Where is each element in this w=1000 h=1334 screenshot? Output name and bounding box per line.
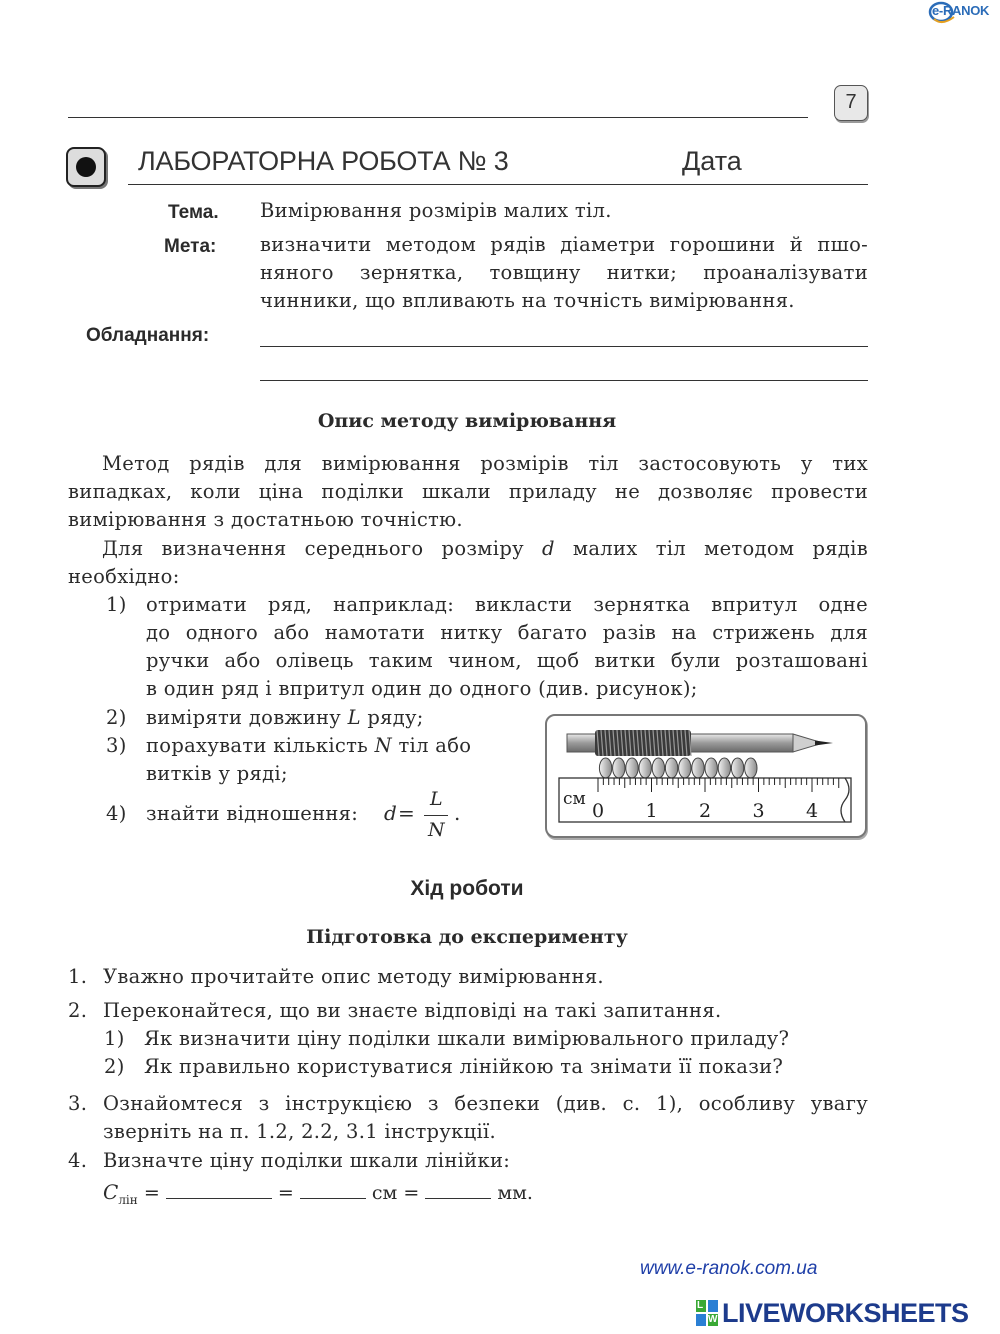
seed xyxy=(665,758,677,778)
step-text: знайти відношення: xyxy=(146,802,359,825)
procedure-item-1 xyxy=(68,963,868,991)
seed xyxy=(679,758,691,778)
seed xyxy=(599,758,611,778)
page-number: 7 xyxy=(845,91,857,113)
answer-blank-1[interactable] xyxy=(166,1180,272,1199)
variable-L: L xyxy=(347,706,361,729)
step-number: 3) xyxy=(106,734,127,757)
watermark-text: LIVEWORKSHEETS xyxy=(722,1298,969,1328)
date-label: Дата xyxy=(682,146,742,176)
figure-illustration xyxy=(547,716,865,836)
seed-row xyxy=(599,758,757,778)
lab-marker-icon xyxy=(66,147,106,187)
item-number: 4. xyxy=(68,1149,88,1172)
step-text: ряду; xyxy=(360,706,424,729)
badge-letter: L xyxy=(697,1300,704,1311)
formula-equals: = xyxy=(143,1182,160,1204)
paragraph-line: випадках, коли ціна поділки шкали приладу не дозволяє провести xyxy=(68,480,868,503)
step-line: отримати ряд, наприклад: викласти зернятка впритул одне xyxy=(146,593,868,616)
step-2 xyxy=(106,704,526,732)
sub-number: 1) xyxy=(104,1027,125,1050)
method-paragraph-2 xyxy=(68,535,868,591)
watermark xyxy=(696,1298,996,1330)
goal-line: визначити методом рядів діаметри горошини й пшо- xyxy=(260,233,868,256)
paragraph-line xyxy=(68,535,868,563)
step-line: витків у ряді; xyxy=(146,762,288,785)
lab-title: ЛАБОРАТОРНА РОБОТА № 3 xyxy=(138,146,509,176)
brand-logo-text: e-RANOK xyxy=(932,3,990,18)
watermark-badge xyxy=(696,1300,720,1326)
step-text: порахувати кількість xyxy=(146,734,375,757)
item-number: 1. xyxy=(68,965,88,988)
goal-line: няного зернятка, товщину нитки; проаналізувати xyxy=(260,261,868,284)
brand-logo xyxy=(928,0,1000,26)
ruler-tick-label: 2 xyxy=(698,800,712,822)
formula-subscript: лін xyxy=(118,1192,138,1207)
goal-line: чинники, що впливають на точність вимірювання. xyxy=(260,289,795,312)
seed xyxy=(692,758,704,778)
item-number: 3. xyxy=(68,1092,88,1115)
step-line: до одного або намотати нитку багато разів на стрижень для xyxy=(146,621,868,644)
item-text: Визначте ціну поділки шкали лінійки: xyxy=(103,1149,511,1172)
pencil-lead xyxy=(815,741,833,746)
formula-period: . xyxy=(454,801,461,825)
thread-coil xyxy=(595,730,691,756)
seed xyxy=(718,758,730,778)
topic-label: Тема. xyxy=(168,202,219,223)
ruler-tick-label: 4 xyxy=(805,800,819,822)
seed xyxy=(613,758,625,778)
formula-equals: = xyxy=(277,1182,294,1204)
formula-equals: = xyxy=(403,1182,420,1204)
seed xyxy=(731,758,743,778)
topic-text: Вимірювання розмірів малих тіл. xyxy=(260,199,612,222)
goal-text xyxy=(260,231,868,315)
ruler-tick-label: 1 xyxy=(645,800,658,822)
step-text: виміряти довжину xyxy=(146,706,348,729)
seed xyxy=(705,758,717,778)
unit-cm: см xyxy=(371,1182,398,1204)
procedure-item-2 xyxy=(68,997,868,1081)
procedure-item-3 xyxy=(68,1090,868,1146)
item-line: зверніть на п. 1.2, 2.2, 3.1 інструкції. xyxy=(103,1120,497,1143)
goal-label: Мета: xyxy=(164,236,217,257)
method-heading: Опис методу вимірювання xyxy=(317,410,617,432)
seed xyxy=(626,758,638,778)
step-line: ручки або олівець таким чином, щоб витки були розташовані xyxy=(146,649,868,672)
step-number: 1) xyxy=(106,593,127,616)
paragraph-text: малих тіл методом рядів xyxy=(554,537,868,560)
badge-letter: W xyxy=(708,1314,718,1325)
step-number: 4) xyxy=(106,802,127,825)
item-line: Ознайомтеся з інструкцією з безпеки (див. с. 1), особливу увагу xyxy=(103,1092,868,1115)
scale-formula xyxy=(103,1180,603,1212)
answer-blank-2[interactable] xyxy=(300,1180,366,1199)
formula-d: d xyxy=(384,801,397,825)
ruler-unit-label: см xyxy=(563,789,586,809)
item-number: 2. xyxy=(68,999,88,1022)
seed xyxy=(639,758,651,778)
page-number-box xyxy=(834,85,868,121)
paragraph-line: необхідно: xyxy=(68,565,180,588)
formula-numerator: L xyxy=(430,788,443,810)
sub-number: 2) xyxy=(104,1055,125,1078)
sub-question xyxy=(104,1053,868,1081)
sub-text: Як правильно користуватися лінійкою та знімати її покази? xyxy=(144,1055,784,1078)
paragraph-text: Для визначення середнього розміру xyxy=(102,537,542,560)
equipment-label: Обладнання: xyxy=(86,325,210,346)
formula-denominator: N xyxy=(428,819,445,841)
sub-text: Як визначити ціну поділки шкали вимірювального приладу? xyxy=(144,1027,790,1050)
step-line xyxy=(146,732,526,760)
step-1 xyxy=(106,591,868,703)
publisher-url[interactable]: www.e-ranok.com.ua xyxy=(640,1258,818,1279)
seed xyxy=(652,758,664,778)
method-paragraph-1 xyxy=(68,450,868,534)
step-line: в один ряд і впритул один до одного (див. рисунок); xyxy=(146,677,698,700)
step-number: 2) xyxy=(106,706,127,729)
procedure-item-4 xyxy=(68,1147,868,1175)
item-text: Переконайтеся, що ви знаєте відповіді на такі запитання. xyxy=(103,999,722,1022)
unit-mm: мм. xyxy=(497,1182,533,1204)
equipment-blank-line[interactable] xyxy=(260,380,868,381)
ratio-formula xyxy=(384,788,474,844)
fraction-bar xyxy=(424,815,448,816)
paragraph-line: вимірювання з достатньою точністю. xyxy=(68,508,463,531)
step-text: тіл або xyxy=(391,734,472,757)
ruler-tick-label: 0 xyxy=(591,800,605,822)
sub-question xyxy=(104,1025,868,1053)
procedure-heading: Хід роботи xyxy=(410,877,524,900)
equipment-blank-line[interactable] xyxy=(260,346,868,347)
method-figure xyxy=(545,714,867,838)
answer-blank-3[interactable] xyxy=(425,1180,491,1199)
paragraph-line: Метод рядів для вимірювання розмірів тіл застосовують у тих xyxy=(102,452,868,475)
variable-N: N xyxy=(374,734,392,757)
seed xyxy=(745,758,757,778)
formula-equals: = xyxy=(398,801,415,825)
formula-symbol: C xyxy=(103,1180,119,1204)
procedure-subheading: Підготовка до експерименту xyxy=(306,926,628,948)
item-text: Уважно прочитайте опис методу вимірювання. xyxy=(103,965,604,988)
variable-d: d xyxy=(541,537,555,560)
ruler-tick-label: 3 xyxy=(752,800,765,822)
step-3 xyxy=(106,732,526,788)
title-rule xyxy=(128,184,868,185)
header-rule xyxy=(68,117,808,118)
